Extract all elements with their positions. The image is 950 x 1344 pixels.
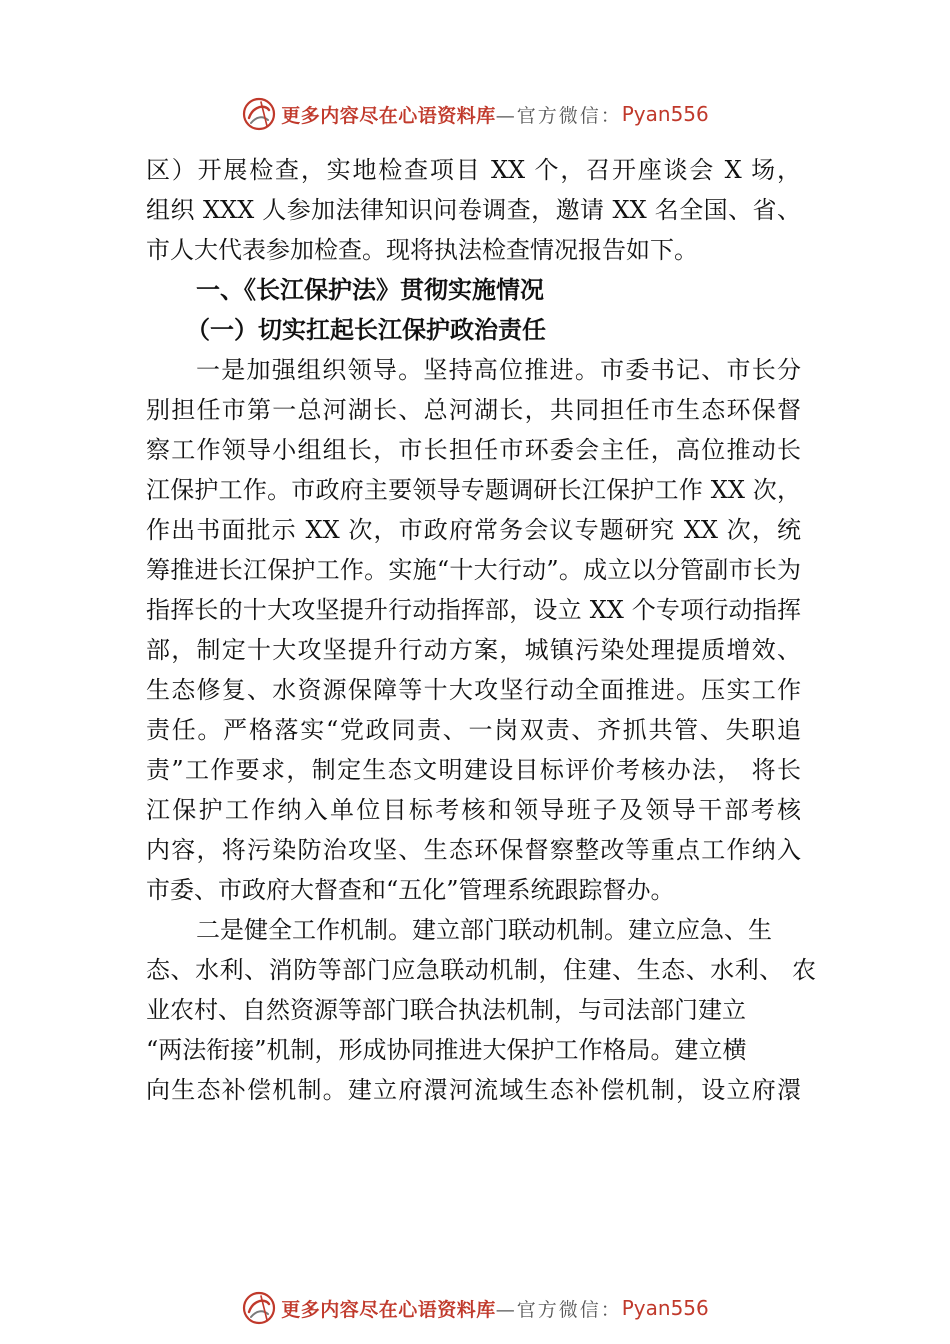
- body-line: 市委、市政府大督查和“五化”管理系统跟踪督办。: [146, 876, 675, 904]
- body-line: 区）开展检查，实地检查项目 XX 个，召开座谈会 X 场，: [146, 156, 801, 184]
- body-line: 江保护工作。市政府主要领导专题调研长江保护工作 XX 次，: [146, 476, 801, 504]
- header-watermark: [0, 92, 950, 136]
- body-line: 筹推进长江保护工作。实施“十大行动”。成立以分管副市长为: [146, 556, 801, 584]
- body-line: 一是加强组织领导。坚持高位推进。市委书记、市长分: [196, 356, 801, 384]
- body-line: “两法衔接”机制，形成协同推进大保护工作格局。建立横: [146, 1036, 747, 1064]
- body-line: 察工作领导小组组长，市长担任市环委会主任，高位推动长: [146, 436, 801, 464]
- swirl-logo-icon: [241, 96, 277, 132]
- body-line: 责”工作要求，制定生态文明建设目标评价考核办法， 将长: [146, 756, 801, 784]
- body-line: 内容，将污染防治攻坚、生态环保督察整改等重点工作纳入: [146, 836, 801, 864]
- document-body: [146, 150, 826, 1110]
- swirl-logo-icon: [241, 1290, 277, 1326]
- body-line: 作出书面批示 XX 次，市政府常务会议专题研究 XX 次，统: [146, 516, 801, 544]
- body-line: 业农村、自然资源等部门联合执法机制，与司法部门建立: [146, 996, 746, 1024]
- watermark-brand-text: 更多内容尽在心语资料库: [281, 104, 496, 127]
- body-line: 部，制定十大攻坚提升行动方案，城镇污染处理提质增效、: [146, 636, 801, 664]
- body-line: 指挥长的十大攻坚提升行动指挥部，设立 XX 个专项行动指挥: [146, 596, 801, 624]
- body-line: 生态修复、水资源保障等十大攻坚行动全面推进。压实工作: [146, 676, 801, 704]
- section-heading: 一、《长江保护法》贯彻实施情况: [196, 276, 544, 304]
- body-line: 向生态补偿机制。建立府澴河流域生态补偿机制，设立府澴: [146, 1076, 801, 1104]
- body-line: 市人大代表参加检查。现将执法检查情况报告如下。: [146, 236, 698, 264]
- watermark-wechat-id: Pyan556: [621, 1296, 709, 1320]
- watermark-separator-text: —官方微信：: [495, 104, 622, 127]
- body-line: 江保护工作纳入单位目标考核和领导班子及领导干部考核: [146, 796, 801, 824]
- subsection-heading: （一）切实扛起长江保护政治责任: [186, 315, 546, 344]
- watermark-brand-text: 更多内容尽在心语资料库: [281, 1298, 496, 1321]
- body-line: 二是健全工作机制。建立部门联动机制。建立应急、生: [196, 916, 772, 944]
- body-line: 别担任市第一总河湖长、总河湖长，共同担任市生态环保督: [146, 396, 801, 424]
- watermark-separator-text: —官方微信：: [495, 1298, 622, 1321]
- watermark-wechat-id: Pyan556: [621, 102, 709, 126]
- body-line: 责任。严格落实“党政同责、一岗双责、齐抓共管、失职追: [146, 716, 801, 744]
- body-line: 组织 XXX 人参加法律知识问卷调查，邀请 XX 名全国、省、: [146, 196, 801, 224]
- body-line: 态、水利、消防等部门应急联动机制，住建、生态、水利、 农: [146, 956, 816, 984]
- footer-watermark: [0, 1286, 950, 1330]
